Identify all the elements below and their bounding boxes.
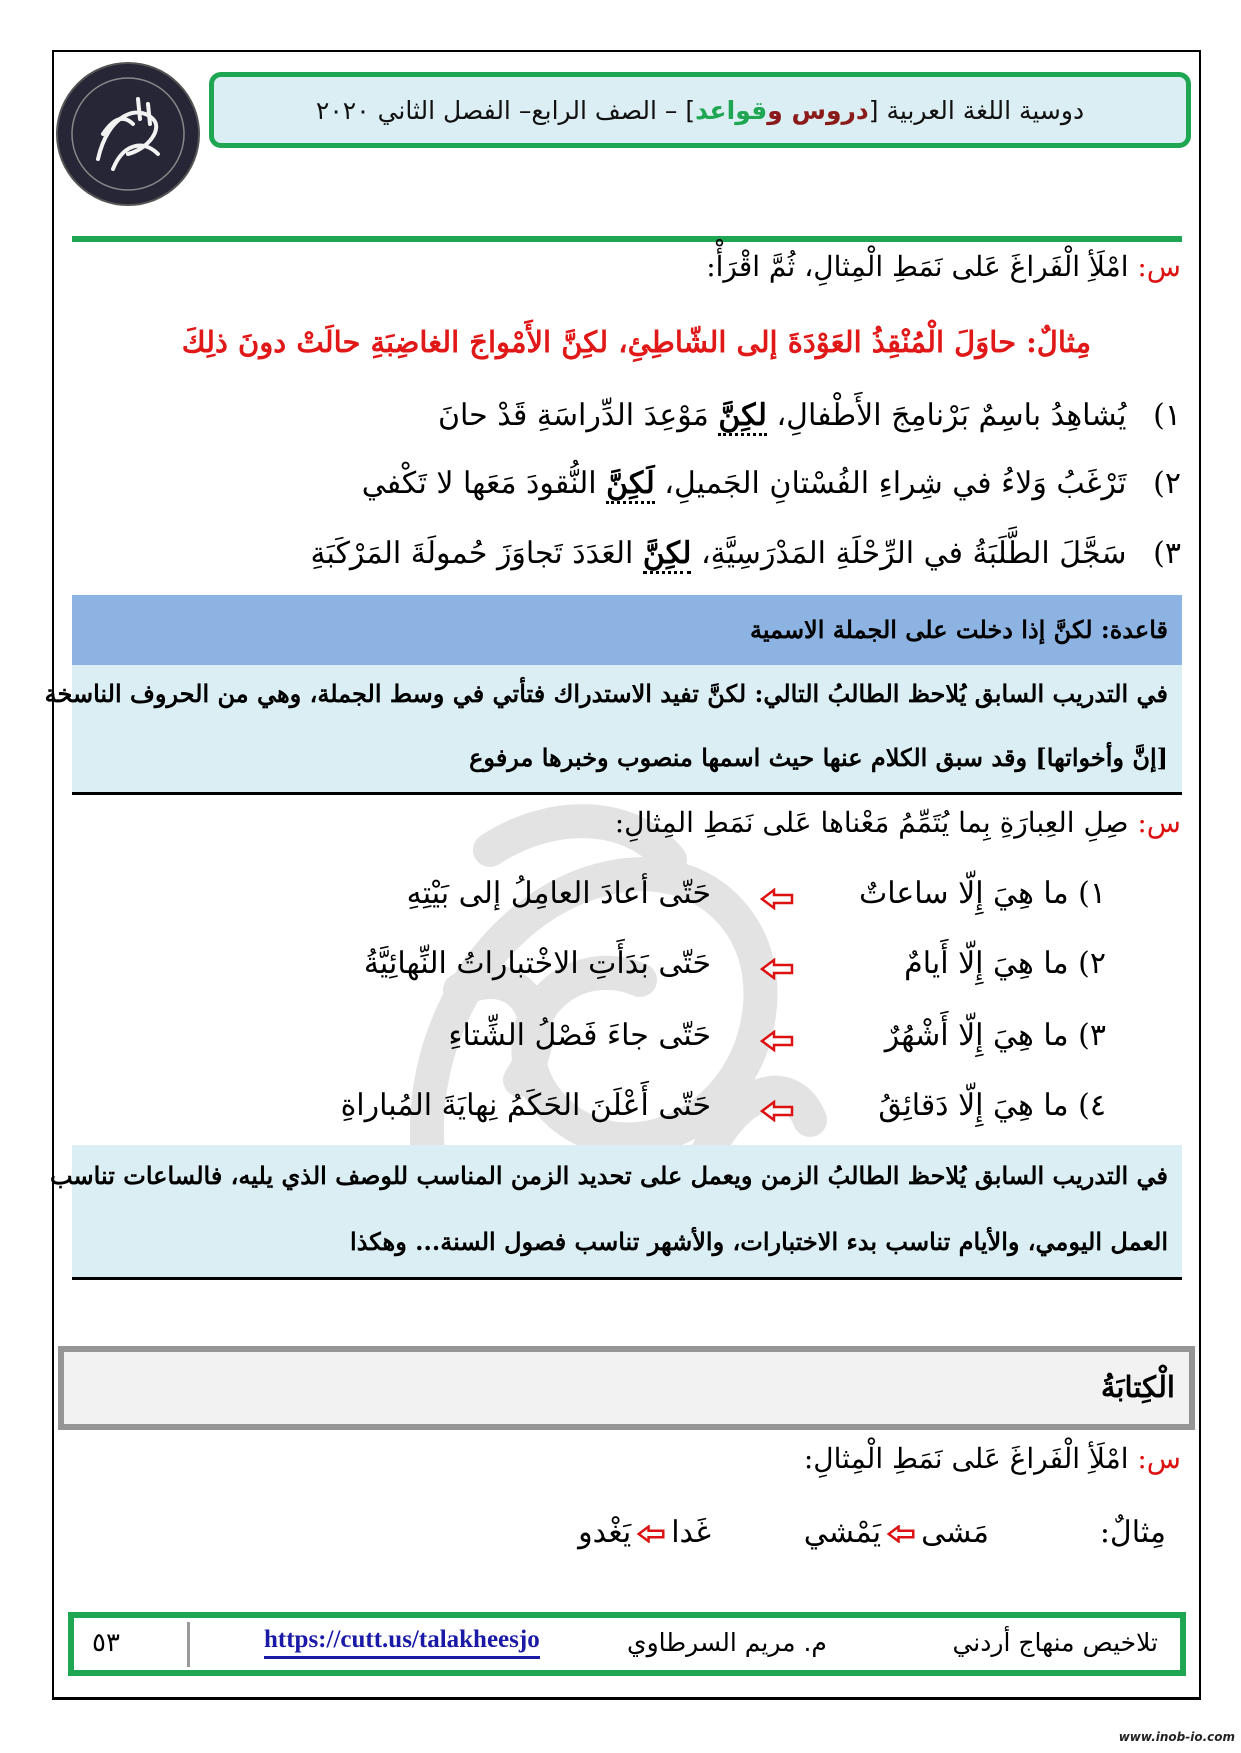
footer-brand: تلاخيص منهاج أردني	[952, 1628, 1158, 1657]
match-completion: حَتّى جاءَ فَصْلُ الشِّتاءِ	[448, 1018, 711, 1053]
question-1: س: امْلَأِ الْفَراغَ عَلى نَمَطِ الْمِثالِ، ثُمَّ اقْرَأْ:	[706, 250, 1181, 283]
document-header	[209, 72, 1191, 148]
writing-title: الْكِتابَةُ	[1100, 1370, 1175, 1404]
header-title: دوسية اللغة العربية [دروس وقواعد] – الصف الرابع– الفصل الثاني ٢٠٢٠	[315, 95, 1085, 125]
exercise-item: ٢) تَرْغَبُ وَلاءُ في شِراءِ الفُسْتانِ الجَميلِ، لَكِنَّ النُّقودَ مَعَها لا تَكْفي	[362, 466, 1181, 501]
rule-explanation-band	[44, 665, 1182, 792]
writing-example-pair-2: غَدايَغْدو	[578, 1515, 711, 1550]
question-marker: س:	[1137, 250, 1181, 283]
match-phrase: ١) ما هِيَ إِلّا ساعاتٌ	[858, 876, 1106, 911]
arrow-left-icon	[887, 1525, 915, 1543]
question-marker: س:	[1137, 1442, 1181, 1475]
note-line-1: في التدريب السابق يُلاحظ الطالبُ الزمن ويعمل على تحديد الزمن المناسب للوصف الذي يليه، فالساعات تناسب	[49, 1161, 1168, 1190]
header-title-rules: قواعد	[695, 95, 768, 125]
match-row	[0, 876, 1241, 926]
section-divider	[72, 1277, 1182, 1280]
arrow-left-icon	[760, 1100, 794, 1122]
match-completion: حَتّى أَعْلَنَ الحَكَمُ نِهايَةَ المُباراةِ	[340, 1088, 711, 1123]
match-completion: حَتّى أعادَ العامِلُ إلى بَيْتِهِ	[406, 876, 711, 911]
match-row	[0, 1018, 1241, 1068]
section-divider	[72, 792, 1182, 795]
writing-example-pair-1: مَشىيَمْشي	[803, 1515, 989, 1550]
rule-line-1: في التدريب السابق يُلاحظ الطالبُ التالي: لكنَّ تفيد الاستدراك فتأتي في وسط الجملة، وهي من الحروف الناسخة	[44, 679, 1168, 708]
calligraphy-logo-icon	[68, 74, 188, 194]
rule-line-2: [إنَّ وأخواتها] وقد سبق الكلام عنها حيث اسمها منصوب وخبرها مرفوع	[469, 743, 1168, 772]
match-phrase: ٣) ما هِيَ إِلّا أَشْهُرٌ	[884, 1018, 1106, 1053]
arrow-left-icon	[760, 888, 794, 910]
arrow-left-icon	[760, 958, 794, 980]
footer-author: م. مريم السرطاوي	[627, 1628, 827, 1657]
question-marker: س:	[1137, 806, 1181, 839]
question-2: س: صِلِ العِبارَةِ بِما يُتَمِّمُ مَعْناها عَلى نَمَطِ المِثالِ:	[614, 806, 1181, 839]
match-row	[0, 1088, 1241, 1138]
rule-header-band	[72, 595, 1182, 665]
match-phrase: ٤) ما هِيَ إِلّا دَقائِقُ	[878, 1088, 1106, 1123]
arrow-left-icon	[760, 1030, 794, 1052]
arrow-left-icon	[637, 1525, 665, 1543]
header-title-lessons: دروس	[791, 95, 869, 125]
writing-example-label: مِثالٌ:	[1099, 1515, 1166, 1550]
section2-note-band	[49, 1145, 1182, 1277]
example-sentence: مِثالٌ: حاوَلَ الْمُنْقِذُ العَوْدَةَ إلى الشّاطِئِ، لكِنَّ الأَمْواجَ الغاضِبَةِ حالَتْ دونَ ذلِكَ	[181, 325, 1091, 359]
note-line-2: العمل اليومي، والأيام تناسب بدء الاختبارات، والأشهر تناسب فصول السنة... وهكذا	[350, 1227, 1168, 1256]
question-3: س: امْلَأِ الْفَراغَ عَلى نَمَطِ الْمِثالِ:	[803, 1442, 1181, 1475]
page-number: ٥٣	[92, 1628, 120, 1658]
rule-title: قاعدة: لكنَّ إذا دخلت على الجملة الاسمية	[749, 615, 1168, 644]
writing-section-header	[58, 1346, 1195, 1430]
keyword-lakin: لكِنَّ	[643, 536, 692, 574]
keyword-lakin: لَكِنَّ	[606, 466, 655, 504]
match-completion: حَتّى بَدَأَتِ الاخْتباراتُ النِّهائِيَّةُ	[363, 946, 711, 981]
match-phrase: ٢) ما هِيَ إِلّا أَيامٌ	[904, 946, 1106, 981]
site-watermark: www.inob-io.com	[1118, 1730, 1235, 1744]
footer-link[interactable]: https://cutt.us/talakheesjo	[264, 1626, 540, 1659]
keyword-lakin: لكِنَّ	[718, 398, 767, 436]
match-row	[0, 946, 1241, 996]
logo	[56, 62, 200, 206]
exercise-item: ٣) سَجَّلَ الطَّلَبَةُ في الرِّحْلَةِ المَدْرَسِيَّةِ، لكِنَّ العَدَدَ تَجاوَزَ حُمولَةَ المَرْكَبَةِ	[310, 536, 1181, 571]
header-divider	[72, 236, 1182, 242]
page-footer	[68, 1612, 1186, 1676]
footer-divider	[187, 1622, 190, 1667]
exercise-item: ١) يُشاهِدُ باسِمٌ بَرْنامِجَ الأَطْفالِ، لكِنَّ مَوْعِدَ الدِّراسَةِ قَدْ حانَ	[438, 398, 1181, 433]
